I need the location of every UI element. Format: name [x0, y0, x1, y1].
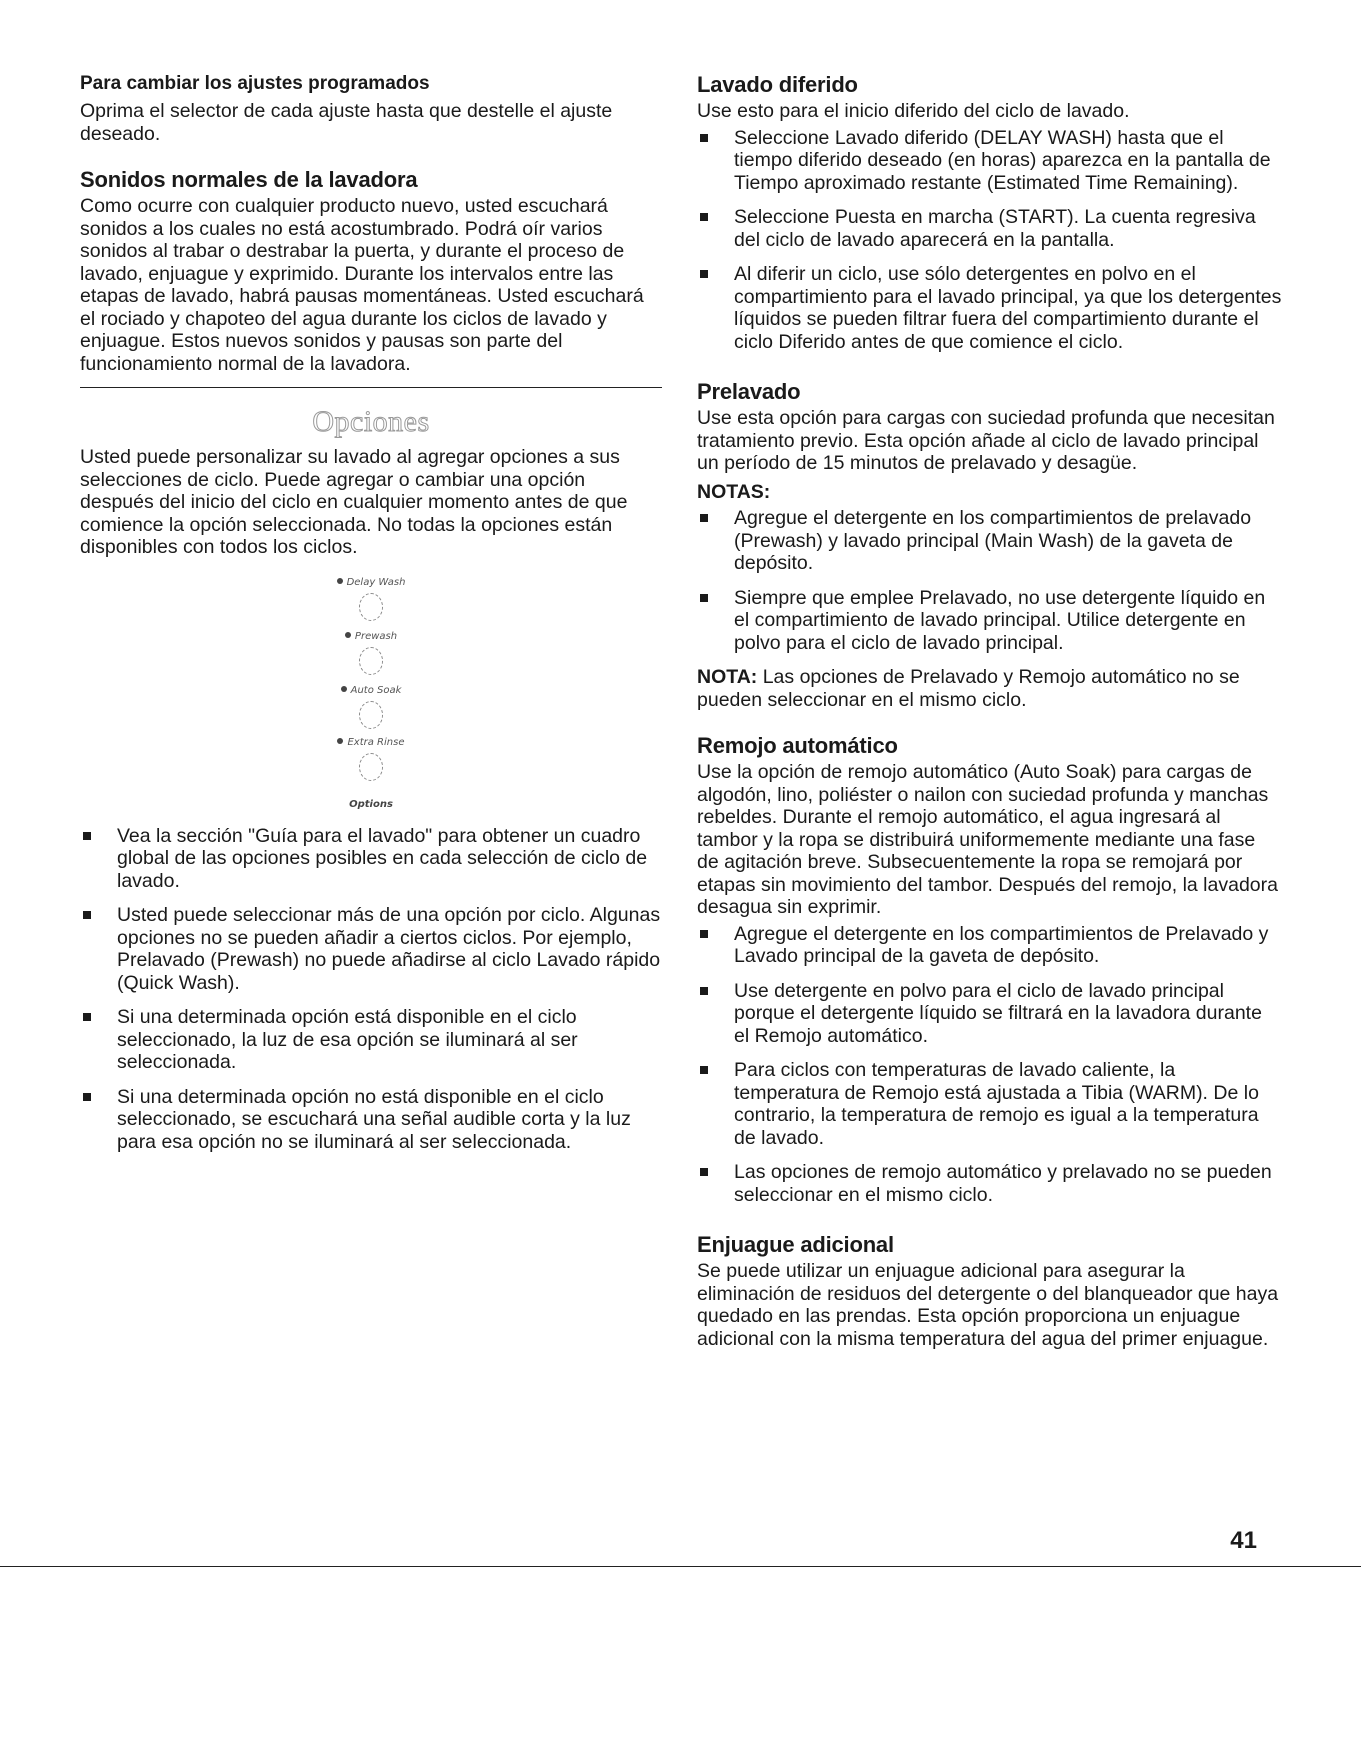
bullet-icon: [700, 987, 708, 995]
indicator-light-icon: [337, 738, 343, 744]
bullet-icon: [83, 1013, 91, 1021]
bullet-icon: [700, 594, 708, 602]
bullet-icon: [83, 911, 91, 919]
section-divider: [80, 387, 662, 388]
extra-rinse-heading: Enjuague adicional: [697, 1232, 894, 1257]
bullet-icon: [700, 1066, 708, 1074]
bullet-icon: [700, 930, 708, 938]
option-button-icon: [359, 753, 383, 781]
sounds-heading: Sonidos normales de la lavadora: [80, 167, 418, 192]
bullet-icon: [700, 270, 708, 278]
extra-rinse-text: Se puede utilizar un enjuague adicional para asegurar la eliminación de residuos del detergente o del blanqueador que haya quedado en las prendas. Esta opción proporciona un enjuague adicional con la misma temperatura del agua del primer enjuague.: [697, 1260, 1279, 1350]
footer-rule: [0, 1566, 1361, 1567]
auto-soak-intro: Use la opción de remojo automático (Auto Soak) para cargas de algodón, lino, poliéster o nailon con suciedad profunda y manchas rebeldes. Durante el remojo automático, el agua ingresará al tambor y la ropa se distribuirá uniformemente mediante una fase de agitación breve. Subsecuentemente la ropa se remojará por etapas sin movimiento del tambor. Después del remojo, la lavadora desagua sin exprimir.: [697, 761, 1278, 918]
bullet-icon: [700, 213, 708, 221]
prewash-heading: Prelavado: [697, 379, 801, 404]
note-text: Las opciones de Prelavado y Remojo automático no se pueden seleccionar en el mismo ciclo.: [697, 666, 1240, 711]
options-panel-illustration: [80, 569, 662, 809]
option-delay-wash: [80, 577, 662, 621]
option-prewash: [80, 631, 662, 675]
auto-soak-heading: Remojo automático: [697, 733, 898, 758]
list-item: Al diferir un ciclo, use sólo detergentes en polvo en el compartimiento para el lavado principal, ya que los detergentes líquidos se pueden filtrar fuera del compartimiento durante el ciclo Diferido antes de que comience el ciclo.: [697, 263, 1282, 353]
right-column: [697, 72, 1282, 1350]
list-item: Seleccione Lavado diferido (DELAY WASH) hasta que el tiempo diferido deseado (en horas) aparezca en la pantalla de Tiempo aproximado restante (Estimated Time Remaining).: [697, 127, 1282, 195]
list-item: Use detergente en polvo para el ciclo de lavado principal porque el detergente líquido se filtrará en la lavadora durante el Remojo automático.: [697, 980, 1282, 1048]
bullet-icon: [83, 1093, 91, 1101]
options-panel-caption: Options: [349, 798, 393, 810]
page-number: 41: [1230, 1527, 1257, 1554]
bullet-icon: [700, 514, 708, 522]
sounds-text: Como ocurre con cualquier producto nuevo, usted escuchará sonidos a los cuales no está acostumbrado. Podrá oír varios sonidos al trabar o destrabar la puerta, y durante el proceso de lavado, enjuague y exprimido. Durante los intervalos entre las etapas de lavado, habrá pausas momentáneas. Usted escuchará el rociado y chapoteo del agua durante los ciclos de lavado y enjuague. Estos nuevos sonidos y pausas son parte del funcionamiento normal de la lavadora.: [80, 195, 644, 375]
auto-soak-list: [697, 923, 1282, 1207]
delay-wash-intro: Use esto para el inicio diferido del ciclo de lavado.: [697, 100, 1130, 122]
option-button-icon: [359, 701, 383, 729]
options-bullet-list: [80, 825, 662, 1154]
options-title: Opciones: [312, 405, 430, 438]
list-item: Agregue el detergente en los compartimientos de Prelavado y Lavado principal de la gaveta de depósito.: [697, 923, 1282, 968]
option-extra-rinse: [80, 737, 662, 781]
indicator-light-icon: [345, 632, 351, 638]
option-label: Auto Soak: [350, 684, 402, 696]
list-item: Si una determinada opción no está disponible en el ciclo seleccionado, se escuchará una señal audible corta y la luz para esa opción no se iluminará al ser seleccionada.: [80, 1086, 662, 1154]
list-item: Para ciclos con temperaturas de lavado caliente, la temperatura de Remojo está ajustada a Tibia (WARM). De lo contrario, la temperatura de remojo es igual a la temperatura de lavado.: [697, 1059, 1282, 1149]
indicator-light-icon: [337, 578, 343, 584]
option-button-icon: [359, 647, 383, 675]
option-label: Prewash: [354, 630, 398, 642]
bullet-icon: [700, 134, 708, 142]
bullet-icon: [700, 1168, 708, 1176]
option-label: Delay Wash: [346, 576, 406, 588]
notes-label: NOTAS:: [697, 480, 771, 503]
change-settings-text: Oprima el selector de cada ajuste hasta que destelle el ajuste deseado.: [80, 100, 613, 145]
list-item: Las opciones de remojo automático y prelavado no se pueden seleccionar en el mismo ciclo.: [697, 1161, 1282, 1206]
option-auto-soak: [80, 685, 662, 729]
list-item: Seleccione Puesta en marcha (START). La cuenta regresiva del ciclo de lavado aparecerá en la pantalla.: [697, 206, 1282, 251]
options-intro: Usted puede personalizar su lavado al agregar opciones a sus selecciones de ciclo. Puede agregar o cambiar una opción después del inicio del ciclo en cualquier momento antes de que comience la opción seleccionada. No todas la opciones están disponibles con todos los ciclos.: [80, 446, 628, 558]
prewash-list: [697, 507, 1282, 654]
left-column: [80, 72, 662, 1165]
list-item: Vea la sección "Guía para el lavado" para obtener un cuadro global de las opciones posibles en cada selección de ciclo de lavado.: [80, 825, 662, 893]
delay-wash-heading: Lavado diferido: [697, 72, 858, 97]
list-item: Si una determinada opción está disponible en el ciclo seleccionado, la luz de esa opción se iluminará al ser seleccionada.: [80, 1006, 662, 1074]
list-item: Siempre que emplee Prelavado, no use detergente líquido en el compartimiento de lavado principal. Utilice detergente en polvo para el ciclo de lavado principal.: [697, 587, 1282, 655]
bullet-icon: [83, 832, 91, 840]
option-button-icon: [359, 593, 383, 621]
delay-wash-list: [697, 127, 1282, 354]
note-label: NOTA:: [697, 666, 758, 688]
list-item: Agregue el detergente en los compartimientos de prelavado (Prewash) y lavado principal (Main Wash) de la gaveta de depósito.: [697, 507, 1282, 575]
prewash-note: [697, 666, 1282, 711]
list-item: Usted puede seleccionar más de una opción por ciclo. Algunas opciones no se pueden añadir a ciertos ciclos. Por ejemplo, Prelavado (Prewash) no puede añadirse al ciclo Lavado rápido (Quick Wash).: [80, 904, 662, 994]
prewash-intro: Use esta opción para cargas con suciedad profunda que necesitan tratamiento previo. Esta opción añade al ciclo de lavado principal un período de 15 minutos de prelavado y desagüe.: [697, 407, 1275, 474]
option-label: Extra Rinse: [347, 736, 405, 748]
indicator-light-icon: [341, 686, 347, 692]
change-settings-heading: Para cambiar los ajustes programados: [80, 73, 430, 94]
